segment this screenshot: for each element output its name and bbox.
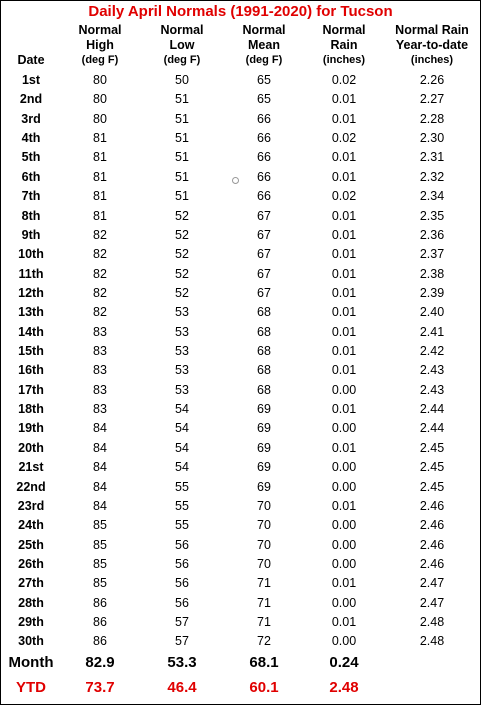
header-mean-line2: Mean — [248, 38, 280, 52]
table-row — [1, 381, 480, 400]
cell-date: 28th — [18, 595, 44, 610]
cell-mean: 67 — [257, 247, 271, 262]
header-low — [147, 23, 217, 68]
cell-date: 5th — [21, 150, 41, 165]
cell-low: 51 — [175, 189, 189, 204]
cell-mean: 69 — [257, 421, 271, 436]
cell-date: 6th — [21, 169, 41, 184]
table-row — [1, 226, 480, 245]
cell-low: 51 — [175, 150, 189, 165]
cell-ytd: 2.42 — [419, 344, 445, 359]
cell-high: 84 — [93, 440, 107, 455]
table-row — [1, 478, 480, 497]
month-summary-row — [1, 651, 480, 675]
cell-mean: 69 — [257, 402, 271, 417]
table-row — [1, 613, 480, 632]
cell-ytd: 2.44 — [419, 402, 445, 417]
cell-low: 56 — [175, 595, 189, 610]
cell-mean: 66 — [257, 111, 271, 126]
cell-date: 1st — [21, 73, 41, 87]
cell-ytd: 2.47 — [419, 595, 445, 610]
cell-high: 80 — [93, 92, 107, 107]
cell-date: 3rd — [21, 111, 41, 126]
cell-rain: 0.01 — [331, 285, 357, 300]
cell-mean: 72 — [257, 634, 271, 649]
table-row — [1, 594, 480, 613]
ytd-mean: 60.1 — [249, 679, 279, 696]
cell-rain: 0.01 — [331, 344, 357, 359]
cell-rain: 0.00 — [331, 460, 357, 475]
cell-low: 56 — [175, 576, 189, 591]
cell-ytd: 2.46 — [419, 518, 445, 533]
cell-low: 56 — [175, 537, 189, 552]
cell-low: 51 — [175, 131, 189, 146]
cell-rain: 0.01 — [331, 247, 357, 262]
table-row — [1, 361, 480, 380]
table-row — [1, 148, 480, 167]
ytd-low: 46.4 — [167, 679, 197, 696]
ytd-summary-row — [1, 676, 480, 700]
cell-high: 84 — [93, 498, 107, 513]
table-row — [1, 187, 480, 206]
header-mean-units: (deg F) — [245, 54, 283, 66]
table-body — [1, 71, 480, 652]
cell-mean: 68 — [257, 382, 271, 397]
table-row — [1, 168, 480, 187]
header-rain-line1: Normal — [322, 23, 366, 37]
cell-date: 20th — [18, 440, 44, 455]
cell-mean: 66 — [257, 150, 271, 165]
cell-rain: 0.01 — [331, 305, 357, 320]
cell-date: 30th — [18, 634, 44, 649]
table-row — [1, 632, 480, 651]
cell-ytd: 2.26 — [419, 73, 445, 87]
cell-low: 51 — [175, 92, 189, 107]
cell-date: 18th — [18, 402, 44, 417]
cell-high: 83 — [93, 382, 107, 397]
cell-low: 56 — [175, 556, 189, 571]
cell-high: 84 — [93, 460, 107, 475]
cell-date: 13th — [18, 305, 44, 320]
cell-ytd: 2.34 — [419, 189, 445, 204]
cell-date: 19th — [18, 421, 44, 436]
cell-rain: 0.01 — [331, 440, 357, 455]
cell-rain: 0.02 — [331, 73, 357, 87]
table-row — [1, 71, 480, 90]
cell-mean: 67 — [257, 285, 271, 300]
cell-rain: 0.00 — [331, 537, 357, 552]
cell-rain: 0.01 — [331, 363, 357, 378]
table-row — [1, 400, 480, 419]
cell-date: 23rd — [17, 498, 45, 513]
cell-mean: 68 — [257, 363, 271, 378]
month-high: 82.9 — [85, 654, 115, 671]
cell-ytd: 2.44 — [419, 421, 445, 436]
cell-ytd: 2.48 — [419, 634, 445, 649]
cell-high: 85 — [93, 518, 107, 533]
cell-low: 53 — [175, 324, 189, 339]
header-date-label: Date — [17, 53, 45, 67]
cell-high: 83 — [93, 363, 107, 378]
cell-ytd: 2.45 — [419, 479, 445, 494]
table-row — [1, 555, 480, 574]
header-mean — [229, 23, 299, 68]
cell-ytd: 2.45 — [419, 440, 445, 455]
cell-date: 4th — [21, 131, 41, 146]
cell-high: 81 — [93, 189, 107, 204]
cell-mean: 66 — [257, 169, 271, 184]
header-low-units: (deg F) — [163, 54, 201, 66]
cell-high: 86 — [93, 615, 107, 630]
cell-low: 53 — [175, 363, 189, 378]
cell-mean: 70 — [257, 556, 271, 571]
cell-high: 83 — [93, 344, 107, 359]
cell-date: 2nd — [19, 92, 43, 107]
cell-high: 82 — [93, 285, 107, 300]
cell-high: 81 — [93, 169, 107, 184]
cell-high: 81 — [93, 131, 107, 146]
cell-rain: 0.00 — [331, 518, 357, 533]
cell-rain: 0.01 — [331, 111, 357, 126]
table-row — [1, 574, 480, 593]
cell-high: 82 — [93, 227, 107, 242]
cell-date: 11th — [18, 266, 44, 281]
cell-rain: 0.00 — [331, 421, 357, 436]
cell-rain: 0.01 — [331, 266, 357, 281]
cell-high: 86 — [93, 595, 107, 610]
cell-high: 82 — [93, 305, 107, 320]
cell-mean: 65 — [257, 92, 271, 107]
cell-ytd: 2.43 — [419, 363, 445, 378]
cell-low: 53 — [175, 305, 189, 320]
cell-low: 52 — [175, 208, 189, 223]
cell-mean: 69 — [257, 440, 271, 455]
cell-low: 52 — [175, 247, 189, 262]
cell-rain: 0.01 — [331, 615, 357, 630]
header-ytd-line2: Year-to-date — [395, 38, 469, 52]
header-rain-line2: Rain — [330, 38, 358, 52]
cell-mean: 70 — [257, 498, 271, 513]
cell-date: 9th — [21, 227, 41, 242]
cell-rain: 0.01 — [331, 150, 357, 165]
header-ytd — [385, 23, 479, 68]
table-row — [1, 110, 480, 129]
header-rain — [309, 23, 379, 68]
cell-rain: 0.00 — [331, 595, 357, 610]
cell-ytd: 2.30 — [419, 131, 445, 146]
cell-low: 55 — [175, 479, 189, 494]
table-row — [1, 458, 480, 477]
cell-rain: 0.01 — [331, 169, 357, 184]
cell-date: 25th — [18, 537, 44, 552]
cell-date: 15th — [18, 344, 44, 359]
header-high-line2: High — [86, 38, 114, 52]
month-mean: 68.1 — [249, 654, 279, 671]
cell-ytd: 2.35 — [419, 208, 445, 223]
table-row — [1, 207, 480, 226]
cell-ytd: 2.46 — [419, 537, 445, 552]
cell-rain: 0.02 — [331, 189, 357, 204]
cell-mean: 68 — [257, 305, 271, 320]
cell-low: 57 — [175, 634, 189, 649]
cell-high: 81 — [93, 208, 107, 223]
cell-high: 85 — [93, 556, 107, 571]
table-row — [1, 516, 480, 535]
month-low: 53.3 — [167, 654, 197, 671]
header-date — [3, 53, 59, 68]
cell-rain: 0.00 — [331, 634, 357, 649]
cell-high: 85 — [93, 576, 107, 591]
cell-date: 14th — [18, 324, 44, 339]
cell-ytd: 2.47 — [419, 576, 445, 591]
cell-mean: 71 — [257, 595, 271, 610]
ytd-label: YTD — [16, 679, 46, 696]
cell-high: 80 — [93, 73, 107, 87]
cell-ytd: 2.32 — [419, 169, 445, 184]
cell-high: 83 — [93, 402, 107, 417]
cell-high: 84 — [93, 479, 107, 494]
cell-mean: 66 — [257, 189, 271, 204]
cell-ytd: 2.39 — [419, 285, 445, 300]
header-high-units: (deg F) — [81, 54, 119, 66]
cell-rain: 0.01 — [331, 402, 357, 417]
cell-low: 55 — [175, 498, 189, 513]
cell-high: 85 — [93, 537, 107, 552]
header-low-line1: Normal — [160, 23, 204, 37]
header-ytd-line1: Normal Rain — [395, 23, 469, 37]
cell-rain: 0.01 — [331, 208, 357, 223]
cell-low: 54 — [175, 421, 189, 436]
cell-low: 55 — [175, 518, 189, 533]
header-ytd-units: (inches) — [410, 54, 454, 66]
table-row — [1, 323, 480, 342]
table-row — [1, 245, 480, 264]
cell-date: 21st — [18, 460, 44, 475]
cell-ytd: 2.46 — [419, 498, 445, 513]
table-row — [1, 129, 480, 148]
header-mean-line1: Normal — [242, 23, 286, 37]
month-label: Month — [8, 654, 54, 671]
cell-high: 80 — [93, 111, 107, 126]
cell-rain: 0.01 — [331, 92, 357, 107]
table-row — [1, 497, 480, 516]
cell-rain: 0.01 — [331, 227, 357, 242]
cell-date: 16th — [18, 363, 44, 378]
cell-date: 12th — [18, 285, 44, 300]
cell-date: 26th — [18, 556, 44, 571]
cell-low: 51 — [175, 169, 189, 184]
header-low-line2: Low — [169, 38, 195, 52]
cell-low: 54 — [175, 440, 189, 455]
month-rain: 0.24 — [329, 654, 359, 671]
cell-rain: 0.00 — [331, 479, 357, 494]
table-row — [1, 265, 480, 284]
cell-low: 54 — [175, 402, 189, 417]
cell-low: 52 — [175, 285, 189, 300]
cell-date: 8th — [21, 208, 41, 223]
cell-date: 7th — [21, 189, 41, 204]
table-row — [1, 419, 480, 438]
header-high — [65, 23, 135, 68]
cell-ytd: 2.38 — [419, 266, 445, 281]
cell-low: 53 — [175, 344, 189, 359]
cell-mean: 68 — [257, 344, 271, 359]
cell-low: 52 — [175, 227, 189, 242]
cell-ytd: 2.40 — [419, 305, 445, 320]
cell-high: 82 — [93, 266, 107, 281]
cell-ytd: 2.48 — [419, 615, 445, 630]
cell-date: 17th — [18, 382, 44, 397]
cell-mean: 67 — [257, 266, 271, 281]
cell-date: 24th — [18, 518, 44, 533]
cell-rain: 0.01 — [331, 324, 357, 339]
cell-rain: 0.02 — [331, 131, 357, 146]
cell-low: 54 — [175, 460, 189, 475]
cell-ytd: 2.43 — [419, 382, 445, 397]
cell-mean: 66 — [257, 131, 271, 146]
cell-date: 22nd — [16, 479, 46, 494]
cursor-dot-icon — [232, 177, 239, 184]
cell-rain: 0.00 — [331, 556, 357, 571]
cell-low: 57 — [175, 615, 189, 630]
cell-high: 86 — [93, 634, 107, 649]
cell-high: 84 — [93, 421, 107, 436]
cell-high: 82 — [93, 247, 107, 262]
table-title: Daily April Normals (1991-2020) for Tucson — [88, 3, 393, 20]
cell-ytd: 2.27 — [419, 92, 445, 107]
cell-rain: 0.01 — [331, 498, 357, 513]
cell-ytd: 2.41 — [419, 324, 445, 339]
cell-mean: 65 — [257, 73, 271, 87]
cell-low: 50 — [175, 73, 189, 87]
header-high-line1: Normal — [78, 23, 122, 37]
ytd-high: 73.7 — [85, 679, 115, 696]
cell-mean: 67 — [257, 208, 271, 223]
cell-mean: 68 — [257, 324, 271, 339]
cell-low: 51 — [175, 111, 189, 126]
header-rain-units: (inches) — [322, 54, 366, 66]
cell-ytd: 2.36 — [419, 227, 445, 242]
cell-mean: 70 — [257, 537, 271, 552]
cell-low: 53 — [175, 382, 189, 397]
table-row — [1, 284, 480, 303]
cell-ytd: 2.37 — [419, 247, 445, 262]
cell-high: 83 — [93, 324, 107, 339]
cell-date: 10th — [18, 247, 44, 262]
cell-low: 52 — [175, 266, 189, 281]
table-row — [1, 536, 480, 555]
cell-mean: 71 — [257, 615, 271, 630]
cell-mean: 69 — [257, 460, 271, 475]
table-row — [1, 90, 480, 109]
cell-ytd: 2.31 — [419, 150, 445, 165]
cell-mean: 67 — [257, 227, 271, 242]
cell-date: 27th — [18, 576, 44, 591]
table-row — [1, 439, 480, 458]
cell-rain: 0.00 — [331, 382, 357, 397]
cell-ytd: 2.28 — [419, 111, 445, 126]
cell-date: 29th — [18, 615, 44, 630]
cell-ytd: 2.46 — [419, 556, 445, 571]
ytd-rain: 2.48 — [329, 679, 359, 696]
cell-rain: 0.01 — [331, 576, 357, 591]
table-row — [1, 303, 480, 322]
cell-mean: 70 — [257, 518, 271, 533]
cell-mean: 71 — [257, 576, 271, 591]
cell-ytd: 2.45 — [419, 460, 445, 475]
table-row — [1, 342, 480, 361]
cell-mean: 69 — [257, 479, 271, 494]
cell-high: 81 — [93, 150, 107, 165]
